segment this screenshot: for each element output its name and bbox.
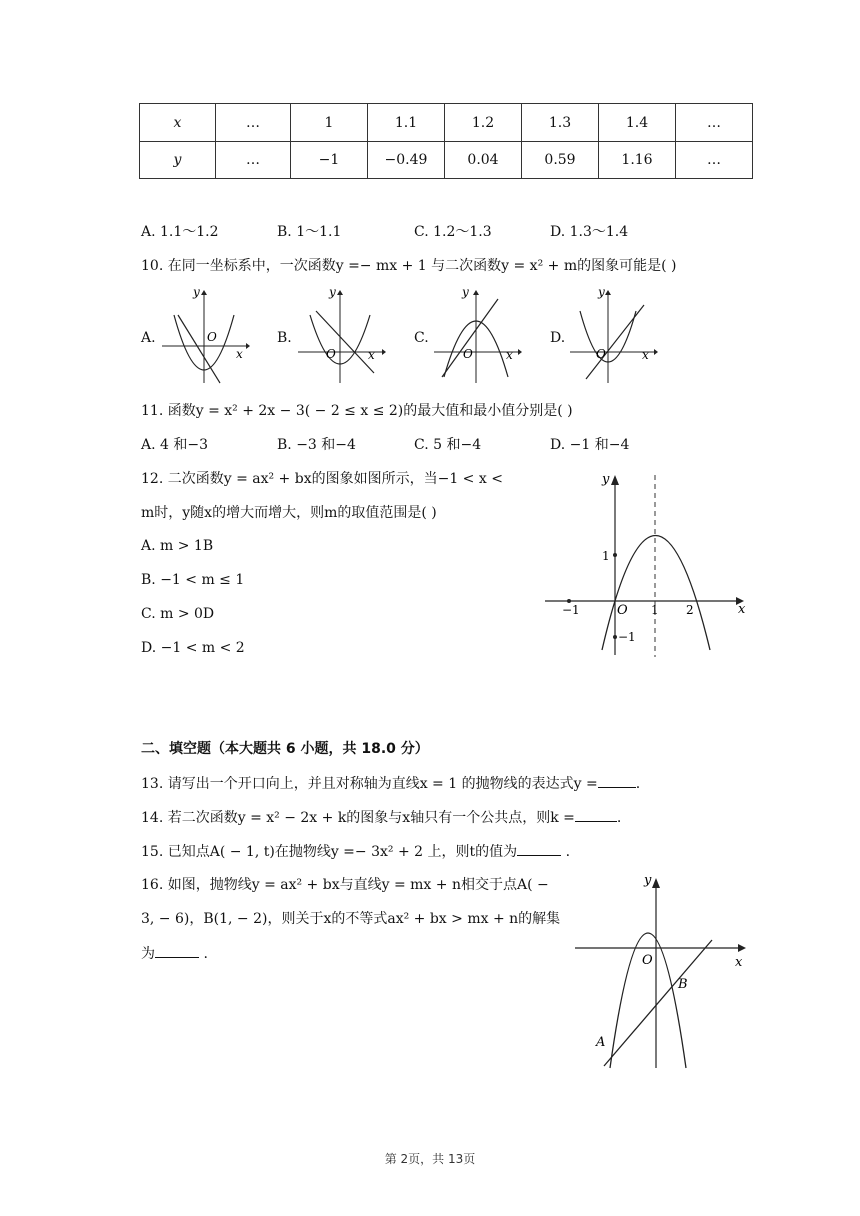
y-label: y — [598, 285, 605, 299]
q10-graph-b — [296, 285, 386, 385]
q12-option-a: A. m > 1B — [141, 538, 214, 554]
page-footer: 第 2页，共 13页 — [384, 1152, 476, 1166]
q11-stem: 11. 函数y = x² + 2x − 3( − 2 ≤ x ≤ 2)的最大值和最小值分别是( ) — [141, 403, 573, 419]
table-cell: 1.1 — [368, 104, 445, 142]
x-label: x — [368, 348, 375, 362]
x-axis-arrow — [246, 343, 250, 349]
origin-label: O — [463, 347, 473, 361]
q16-graph — [572, 868, 757, 1078]
table-cell: −1 — [291, 142, 368, 179]
q12-graph — [540, 465, 755, 660]
q10-label-b: B. — [277, 330, 292, 346]
q9-option-d: D. 1.3～1.4 — [550, 224, 629, 240]
point-y1 — [613, 553, 617, 557]
q10-stem: 10. 在同一坐标系中，一次函数y =− mx + 1 与二次函数y = x² + m的图象可能是( ) — [141, 258, 677, 274]
q16-line3 — [141, 943, 208, 964]
x-label: x — [506, 348, 513, 362]
q13-answer-blank[interactable] — [598, 773, 636, 788]
q15-line — [141, 841, 570, 862]
x-label: x — [738, 602, 746, 617]
q9-option-c: C. 1.2～1.3 — [414, 224, 492, 240]
q13-stem: 13. 请写出一个开口向上，并且对称轴为直线x = 1 的抛物线的表达式y = — [141, 776, 598, 792]
q11-option-c: C. 5 和−4 — [414, 437, 482, 453]
q16-stem-line1: 16. 如图，抛物线y = ax² + bx与直线y = mx + n相交于点A( − — [141, 877, 549, 893]
y-tick-neg1: −1 — [618, 630, 636, 644]
table-cell: … — [216, 142, 291, 179]
q15-answer-blank[interactable] — [517, 841, 561, 856]
x-label: x — [735, 955, 743, 970]
table-row — [140, 104, 753, 142]
origin-label: O — [596, 347, 606, 361]
origin-label: O — [326, 347, 336, 361]
point-b-label: B — [678, 977, 688, 992]
origin-label: O — [617, 603, 628, 618]
y-label: y — [644, 873, 652, 888]
x-label: x — [642, 348, 649, 362]
y-axis-arrow — [652, 878, 660, 888]
line — [178, 315, 220, 383]
origin-label: O — [642, 953, 653, 968]
x-tick-1: 1 — [651, 603, 659, 617]
section-title: 二、填空题（本大题共 6 小题，共 18.0 分） — [141, 741, 429, 757]
q15-stem: 15. 已知点A( − 1, t)在抛物线y =− 3x² + 2 上，则t的值为 — [141, 844, 518, 860]
q12-stem-line2: m时，y随x的增大而增大，则m的取值范围是( ) — [141, 505, 437, 521]
q16-answer-blank[interactable] — [155, 943, 199, 958]
q16-stem-line3: 为 — [141, 946, 155, 962]
value-table — [139, 103, 753, 179]
q12-option-c: C. m > 0D — [141, 606, 215, 622]
table-cell: 1.3 — [522, 104, 599, 142]
q12-option-d: D. −1 < m < 2 — [141, 640, 245, 656]
table-row — [140, 142, 753, 179]
q15-end: . — [561, 844, 571, 860]
q10-graph-a — [160, 285, 250, 385]
y-tick-1: 1 — [602, 549, 610, 563]
q9-option-a: A. 1.1～1.2 — [141, 224, 219, 240]
x-axis-arrow — [654, 349, 658, 355]
origin-label: O — [207, 330, 217, 344]
line — [586, 305, 644, 379]
table-cell: 1.16 — [599, 142, 676, 179]
q14-line — [141, 807, 621, 828]
q16-end: . — [199, 946, 208, 962]
q10-label-c: C. — [414, 330, 429, 346]
point-a-label: A — [596, 1035, 606, 1050]
q10-graph-d — [568, 285, 658, 385]
q9-option-b: B. 1～1.1 — [277, 224, 342, 240]
table-cell: y — [140, 142, 216, 179]
q16-stem-line2: 3, − 6)，B(1, − 2)，则关于x的不等式ax² + bx > mx + n的解集 — [141, 911, 561, 927]
q11-option-d: D. −1 和−4 — [550, 437, 630, 453]
point-yneg1 — [613, 635, 617, 639]
y-axis-arrow — [611, 475, 619, 485]
q13-end: . — [635, 776, 641, 792]
line — [442, 299, 498, 377]
q13-line — [141, 773, 640, 794]
x-tick-neg1: −1 — [562, 603, 580, 617]
y-axis-arrow — [337, 290, 343, 295]
q14-answer-blank[interactable] — [575, 807, 617, 822]
q12-stem-line1: 12. 二次函数y = ax² + bx的图象如图所示，当−1 < x < — [141, 471, 503, 487]
q10-label-a: A. — [141, 330, 156, 346]
q11-option-b: B. −3 和−4 — [277, 437, 356, 453]
q14-stem: 14. 若二次函数y = x² − 2x + k的图象与x轴只有一个公共点，则k = — [141, 810, 575, 826]
x-axis-arrow — [382, 349, 386, 355]
y-label: y — [602, 472, 610, 487]
table-cell: 0.04 — [445, 142, 522, 179]
q11-option-a: A. 4 和−3 — [141, 437, 209, 453]
table-cell: −0.49 — [368, 142, 445, 179]
y-label: y — [193, 285, 200, 299]
x-axis-arrow — [518, 349, 522, 355]
q12-option-b: B. −1 < m ≤ 1 — [141, 572, 245, 588]
y-label: y — [462, 285, 469, 299]
q14-end: . — [616, 810, 622, 826]
q10-graph-c — [432, 285, 522, 385]
table-cell: 1.4 — [599, 104, 676, 142]
y-axis-arrow — [473, 290, 479, 295]
x-label: x — [236, 347, 243, 361]
line — [316, 311, 374, 373]
table-cell: … — [676, 142, 753, 179]
y-axis-arrow — [201, 290, 207, 295]
table-cell: … — [676, 104, 753, 142]
q10-label-d: D. — [550, 330, 566, 346]
y-label: y — [329, 285, 336, 299]
table-cell: x — [140, 104, 216, 142]
table-cell: 0.59 — [522, 142, 599, 179]
y-axis-arrow — [605, 290, 611, 295]
table-cell: 1 — [291, 104, 368, 142]
x-axis-arrow — [738, 944, 746, 952]
table-cell: 1.2 — [445, 104, 522, 142]
x-tick-2: 2 — [686, 603, 694, 617]
table-cell: … — [216, 104, 291, 142]
